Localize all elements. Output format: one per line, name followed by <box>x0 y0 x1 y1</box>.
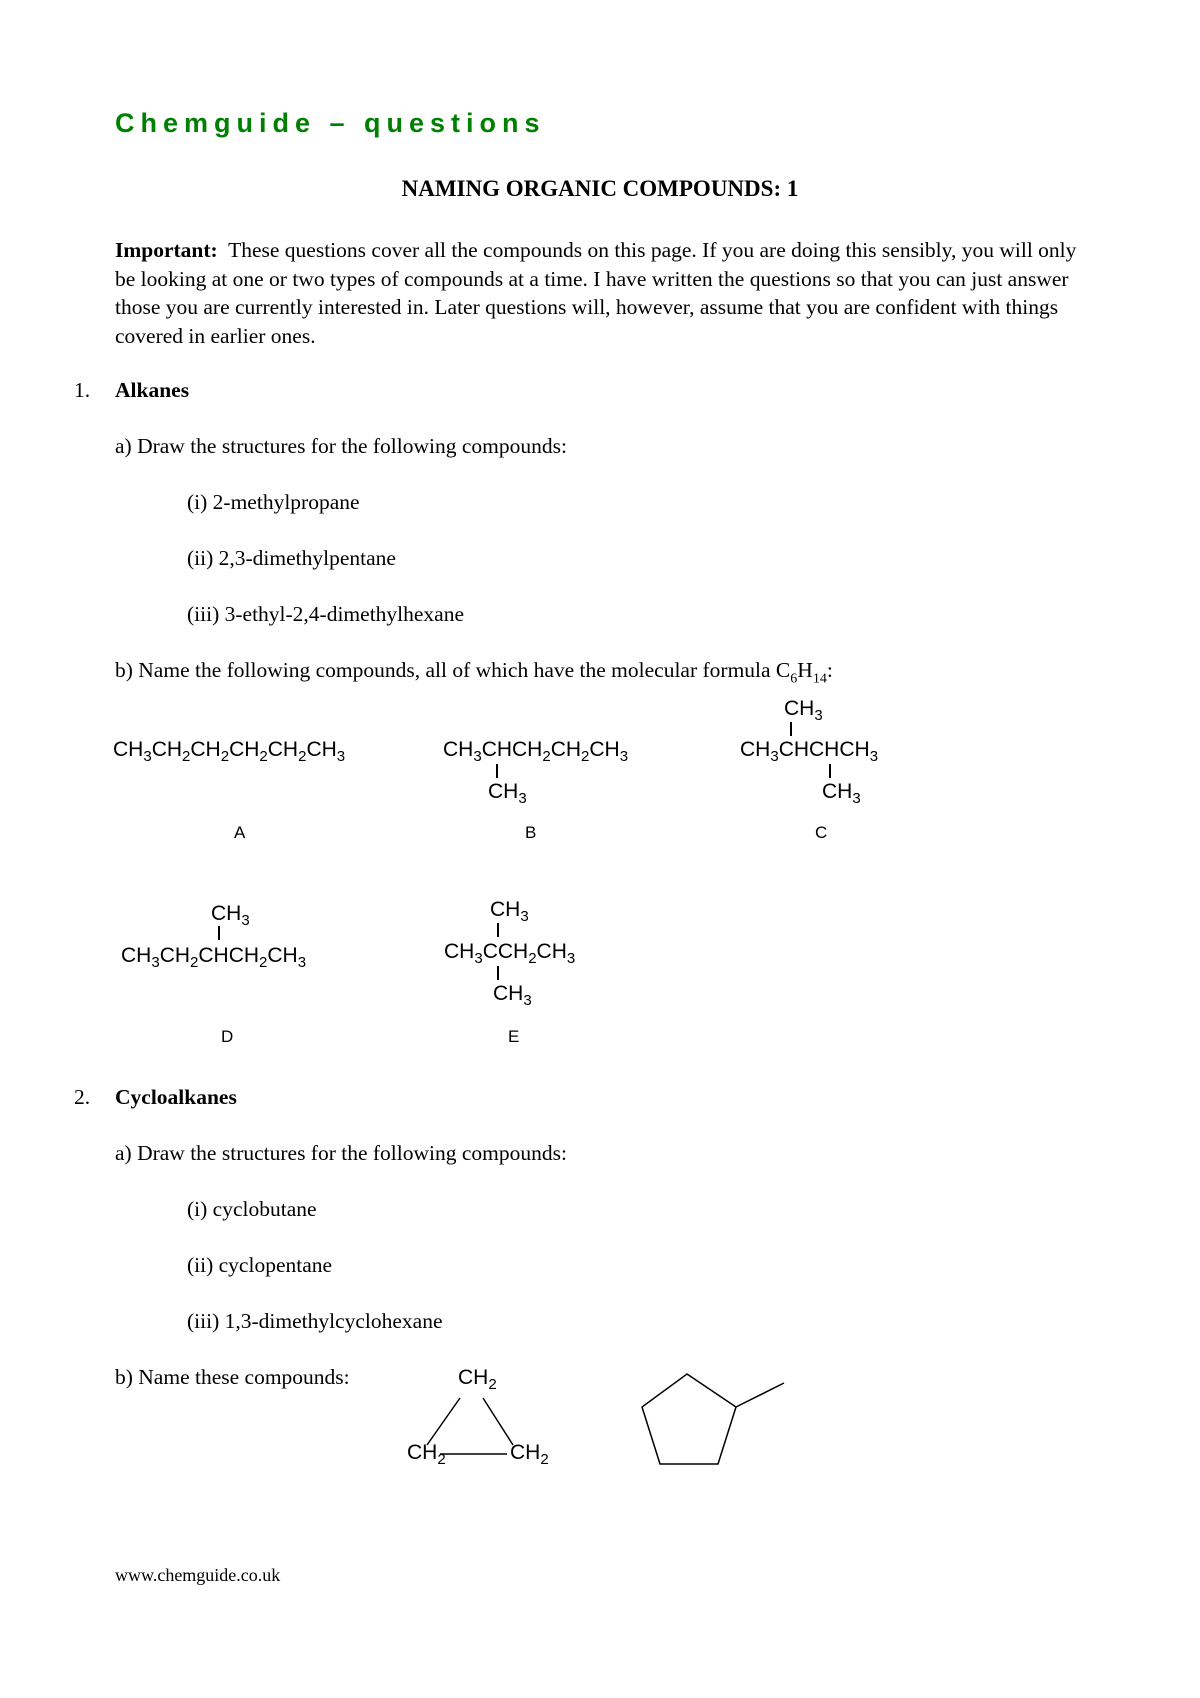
section2-number: 2. <box>74 1085 91 1109</box>
section2-heading: Cycloalkanes <box>115 1085 237 1109</box>
section2-part-b: b) Name these compounds: <box>115 1365 350 1389</box>
section2-part-a: a) Draw the structures for the following compounds: <box>115 1141 567 1165</box>
structure-e-top: $CH_3$ <box>490 898 529 925</box>
footer-url[interactable]: www.chemguide.co.uk <box>115 1565 281 1585</box>
structure-c-branch: $CH_3$ <box>822 780 861 807</box>
bond-e-bottom <box>497 966 499 980</box>
cyclopropane-right: $CH_2$ <box>510 1441 549 1468</box>
section2-item-2: (ii) cyclopentane <box>187 1253 333 1277</box>
structure-e-branch: $CH_3$ <box>493 982 532 1009</box>
brand-title: Chemguide – questions <box>115 108 546 138</box>
label-d: D <box>221 1027 234 1046</box>
section1-part-a: a) Draw the structures for the following compounds: <box>115 434 567 458</box>
structure-e: $CH_3CCH_2CH_3$ <box>444 940 576 967</box>
bond-e-top <box>497 923 499 937</box>
intro-paragraph <box>115 236 1095 350</box>
structure-b-branch: $CH_3$ <box>488 780 527 807</box>
section1-number: 1. <box>74 378 91 402</box>
label-e: E <box>508 1027 520 1046</box>
section1-item-2: (ii) 2,3-dimethylpentane <box>187 546 396 570</box>
section1-item-1: (i) 2-methylpropane <box>187 490 360 514</box>
methylcyclopentane-skeleton <box>640 1370 790 1480</box>
section2-item-1: (i) cyclobutane <box>187 1197 317 1221</box>
cyclopropane-left: $CH_2$ <box>407 1441 446 1468</box>
bond-c-top <box>790 722 792 736</box>
intro-lead: Important: <box>115 238 218 262</box>
label-c: C <box>815 823 828 842</box>
page-title: NAMING ORGANIC COMPOUNDS: 1 <box>401 176 799 201</box>
structure-d: $CH_3CH_2CHCH_2CH_3$ <box>121 944 307 971</box>
label-b: B <box>525 823 537 842</box>
bond-c-bottom <box>829 764 831 778</box>
bond-b <box>496 764 498 778</box>
section1-part-b: b) Name the following compounds, all of which have the molecular formula $C_6H_{14}$: <box>115 658 833 687</box>
cyclopropane-top: $CH_2$ <box>458 1366 497 1393</box>
structure-b: $CH_3CHCH_2CH_2CH_3$ <box>443 738 629 765</box>
structure-c: $CH_3CHCHCH_3$ <box>740 738 879 765</box>
section1-heading: Alkanes <box>115 378 190 402</box>
bond-d <box>218 926 220 940</box>
structure-d-top: $CH_3$ <box>211 902 250 929</box>
structure-c-top: $CH_3$ <box>784 697 823 724</box>
structure-a: $CH_3CH_2CH_2CH_2CH_2CH_3$ <box>113 738 346 765</box>
section1-item-3: (iii) 3-ethyl-2,4-dimethylhexane <box>187 602 465 626</box>
intro-text: These questions cover all the compounds on this page. If you are doing this sensibly, you will only be looking at one or two types of compounds at a time. I have written the questions so that you can just answer those you are currently interested in. Later questions will, however, assume that you are confident with things covered in earlier ones. <box>115 238 1077 348</box>
label-a: A <box>234 823 246 842</box>
section2-item-3: (iii) 1,3-dimethylcyclohexane <box>187 1309 443 1333</box>
